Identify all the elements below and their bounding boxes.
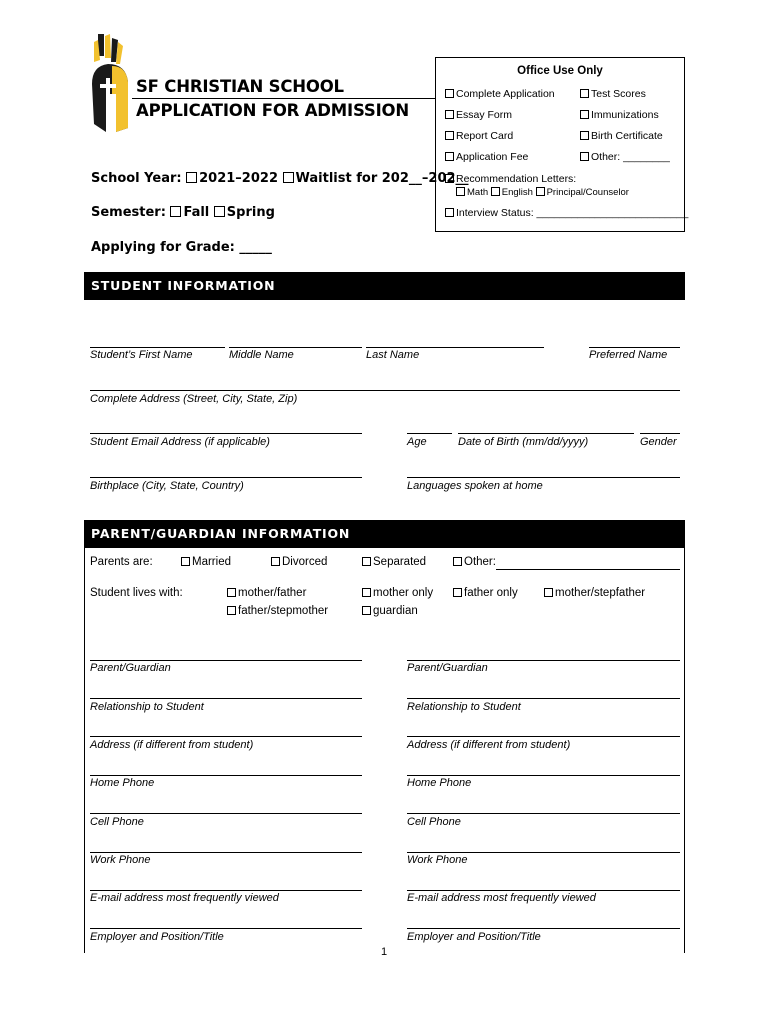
school-year-option-waitlist[interactable]: Waitlist for 202__–202__ <box>283 171 469 186</box>
parent2-email-label: E-mail address most frequently viewed <box>407 892 596 904</box>
age-line[interactable] <box>407 433 452 434</box>
office-item-birth-certificate[interactable]: Birth Certificate <box>580 130 663 142</box>
checkbox-icon[interactable] <box>544 588 553 597</box>
checkbox-icon[interactable] <box>536 187 545 196</box>
checkbox-icon[interactable] <box>283 172 294 183</box>
office-item-application-fee[interactable]: Application Fee <box>445 151 528 163</box>
email-label: Student Email Address (if applicable) <box>90 436 270 448</box>
email-line[interactable] <box>90 433 362 434</box>
dob-label: Date of Birth (mm/dd/yyyy) <box>458 436 589 448</box>
title-divider <box>132 98 435 99</box>
last-name-label: Last Name <box>366 349 420 361</box>
checkbox-icon[interactable] <box>362 606 371 615</box>
parent2-home-phone-line[interactable] <box>407 775 680 776</box>
parent1-cell-phone-line[interactable] <box>90 813 362 814</box>
parent1-employer-line[interactable] <box>90 928 362 929</box>
parents-divorced-option[interactable]: Divorced <box>271 556 327 568</box>
checkbox-icon[interactable] <box>362 557 371 566</box>
languages-label: Languages spoken at home <box>407 480 543 492</box>
checkbox-icon[interactable] <box>456 187 465 196</box>
semester-label: Semester: <box>91 205 166 220</box>
parents-other-option[interactable]: Other: <box>453 556 496 568</box>
semester-option-fall[interactable]: Fall <box>170 205 209 220</box>
gender-label: Gender <box>640 436 677 448</box>
checkbox-icon[interactable] <box>227 588 236 597</box>
school-year-label: School Year: <box>91 171 182 186</box>
form-title: APPLICATION FOR ADMISSION <box>136 101 409 120</box>
recommendation-options <box>456 187 629 198</box>
office-item-recommendation-letters[interactable]: Recommendation Letters: <box>445 173 576 185</box>
applying-grade-field[interactable]: Applying for Grade: _____ <box>91 240 272 255</box>
parent2-name-line[interactable] <box>407 660 680 661</box>
office-item-interview-status[interactable]: Interview Status: __________________________ <box>445 207 688 219</box>
checkbox-icon[interactable] <box>445 89 454 98</box>
parents-are-label: Parents are: <box>90 556 153 568</box>
checkbox-icon[interactable] <box>445 110 454 119</box>
parent2-cell-phone-label: Cell Phone <box>407 816 461 828</box>
checkbox-icon[interactable] <box>580 131 589 140</box>
checkbox-icon[interactable] <box>362 588 371 597</box>
recommendation-principal[interactable]: Principal/Counselor <box>536 187 629 198</box>
lives-with-father-only[interactable]: father only <box>453 587 518 599</box>
checkbox-icon[interactable] <box>214 206 225 217</box>
checkbox-icon[interactable] <box>227 606 236 615</box>
parent1-name-line[interactable] <box>90 660 362 661</box>
office-item-complete-application[interactable]: Complete Application <box>445 88 555 100</box>
parent2-cell-phone-line[interactable] <box>407 813 680 814</box>
office-item-report-card[interactable]: Report Card <box>445 130 513 142</box>
semester-option-spring[interactable]: Spring <box>214 205 275 220</box>
middle-name-line[interactable] <box>229 347 362 348</box>
school-logo <box>88 32 130 136</box>
checkbox-icon[interactable] <box>445 131 454 140</box>
parent-info-header: PARENT/GUARDIAN INFORMATION <box>84 520 685 548</box>
parent2-relationship-line[interactable] <box>407 698 680 699</box>
school-year-option-current[interactable]: 2021–2022 <box>186 171 278 186</box>
page-number: 1 <box>381 946 388 958</box>
office-item-essay-form[interactable]: Essay Form <box>445 109 512 121</box>
parent2-name-label: Parent/Guardian <box>407 662 488 674</box>
parent1-work-phone-line[interactable] <box>90 852 362 853</box>
lives-with-father-stepmother[interactable]: father/stepmother <box>227 605 328 617</box>
checkbox-icon[interactable] <box>170 206 181 217</box>
checkbox-icon[interactable] <box>445 208 454 217</box>
checkbox-icon[interactable] <box>453 588 462 597</box>
parent2-work-phone-label: Work Phone <box>407 854 468 866</box>
birthplace-label: Birthplace (City, State, Country) <box>90 480 244 492</box>
parent1-address-label: Address (if different from student) <box>90 739 254 751</box>
preferred-name-line[interactable] <box>589 347 680 348</box>
office-item-test-scores[interactable]: Test Scores <box>580 88 646 100</box>
dob-line[interactable] <box>458 433 634 434</box>
parent2-relationship-label: Relationship to Student <box>407 701 521 713</box>
school-name: SF CHRISTIAN SCHOOL <box>136 77 344 96</box>
checkbox-icon[interactable] <box>580 110 589 119</box>
parent1-cell-phone-label: Cell Phone <box>90 816 144 828</box>
checkbox-icon[interactable] <box>186 172 197 183</box>
semester-row <box>91 205 275 220</box>
parent2-employer-line[interactable] <box>407 928 680 929</box>
checkbox-icon[interactable] <box>181 557 190 566</box>
parent1-address-line[interactable] <box>90 736 362 737</box>
middle-name-label: Middle Name <box>229 349 294 361</box>
lives-with-guardian[interactable]: guardian <box>362 605 418 617</box>
office-item-other[interactable]: Other: ________ <box>580 151 670 163</box>
last-name-line[interactable] <box>366 347 544 348</box>
first-name-label: Student’s First Name <box>90 349 193 361</box>
lives-with-mother-only[interactable]: mother only <box>362 587 433 599</box>
lives-with-mother-father[interactable]: mother/father <box>227 587 306 599</box>
checkbox-icon[interactable] <box>453 557 462 566</box>
office-use-box <box>435 57 689 232</box>
parent1-relationship-label: Relationship to Student <box>90 701 204 713</box>
parent2-work-phone-line[interactable] <box>407 852 680 853</box>
age-label: Age <box>407 436 427 448</box>
parents-married-option[interactable]: Married <box>181 556 231 568</box>
parent2-employer-label: Employer and Position/Title <box>407 931 541 943</box>
parent2-email-line[interactable] <box>407 890 680 891</box>
checkbox-icon[interactable] <box>491 187 500 196</box>
preferred-name-label: Preferred Name <box>589 349 668 361</box>
school-year-row <box>91 171 469 186</box>
lives-with-mother-stepfather[interactable]: mother/stepfather <box>544 587 645 599</box>
first-name-line[interactable] <box>90 347 225 348</box>
birthplace-line[interactable] <box>90 477 362 478</box>
parent2-address-label: Address (if different from student) <box>407 739 571 751</box>
parent1-home-phone-label: Home Phone <box>90 777 155 789</box>
parent1-home-phone-line[interactable] <box>90 775 362 776</box>
parent2-home-phone-label: Home Phone <box>407 777 472 789</box>
checkbox-icon[interactable] <box>271 557 280 566</box>
parents-separated-option[interactable]: Separated <box>362 556 426 568</box>
parents-other-line[interactable] <box>496 569 680 570</box>
checkbox-icon[interactable] <box>445 152 454 161</box>
checkbox-icon[interactable] <box>580 89 589 98</box>
lives-with-label: Student lives with: <box>90 587 183 599</box>
recommendation-english[interactable]: English <box>491 187 533 198</box>
gender-line[interactable] <box>640 433 680 434</box>
office-use-heading: Office Use Only <box>517 65 603 77</box>
address-label: Complete Address (Street, City, State, Zip) <box>90 393 298 405</box>
recommendation-math[interactable]: Math <box>456 187 488 198</box>
parent1-relationship-line[interactable] <box>90 698 362 699</box>
parent1-name-label: Parent/Guardian <box>90 662 171 674</box>
office-item-immunizations[interactable]: Immunizations <box>580 109 659 121</box>
address-line[interactable] <box>90 390 680 391</box>
parent1-employer-label: Employer and Position/Title <box>90 931 224 943</box>
checkbox-icon[interactable] <box>580 152 589 161</box>
parent1-email-line[interactable] <box>90 890 362 891</box>
parent1-work-phone-label: Work Phone <box>90 854 151 866</box>
student-info-header: STUDENT INFORMATION <box>84 272 685 300</box>
languages-line[interactable] <box>407 477 680 478</box>
parent2-address-line[interactable] <box>407 736 680 737</box>
parent1-email-label: E-mail address most frequently viewed <box>90 892 279 904</box>
